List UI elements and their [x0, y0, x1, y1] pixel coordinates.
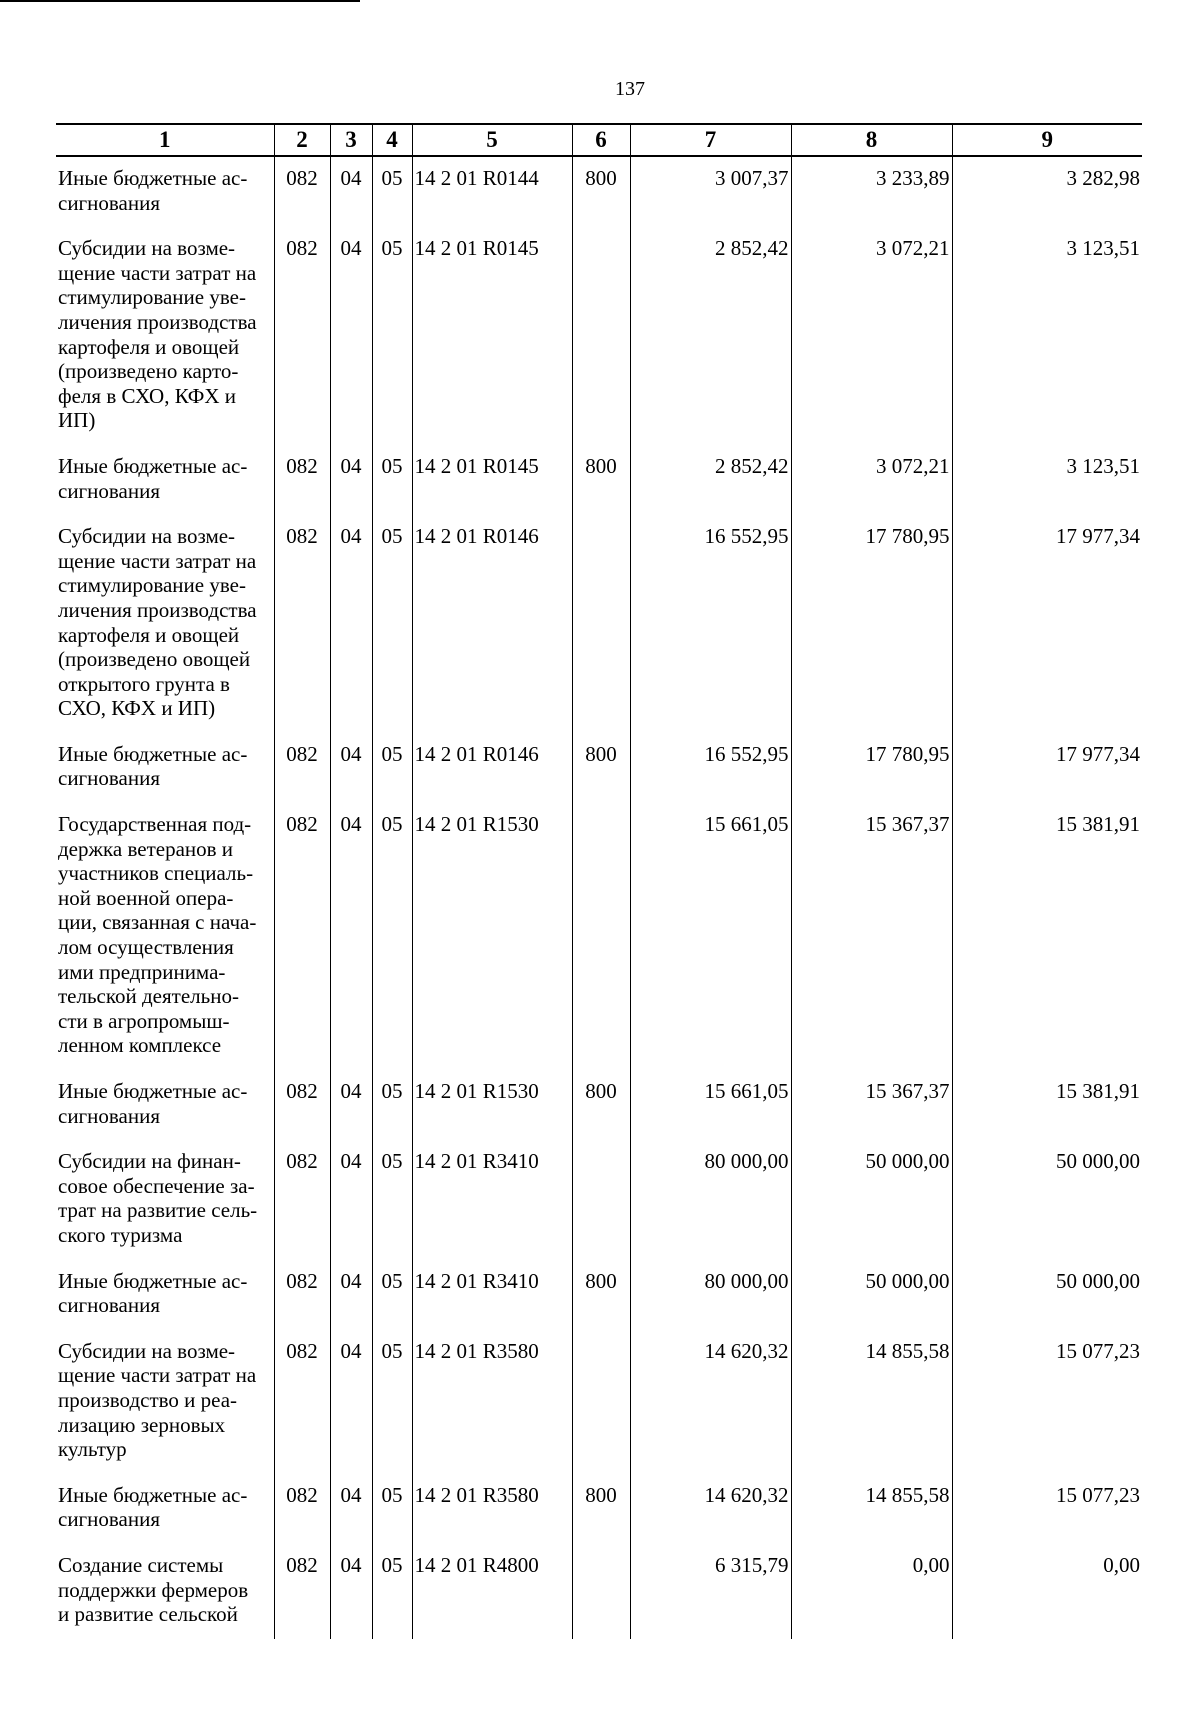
ministry-code: 082	[274, 1544, 330, 1639]
column-header-amount-year-3: 9	[952, 124, 1142, 156]
section-code: 04	[330, 515, 372, 733]
target-article-code: 14 2 01 R1530	[412, 1070, 572, 1140]
subsection-code: 05	[372, 1070, 412, 1140]
row-name: Государственная под- держка ветеранов и участников специаль- ной военной опера- ции, связанная с нача- лом осуществления ими предпринима- тельской деятельно- сти в агропромыш- ленном комплексе	[56, 803, 274, 1070]
section-code: 04	[330, 1140, 372, 1259]
expense-type-code	[572, 227, 630, 445]
target-article-code: 14 2 01 R3410	[412, 1260, 572, 1330]
table-row	[56, 1070, 1142, 1140]
row-name: Иные бюджетные ас- сигнования	[56, 733, 274, 803]
amount-year-1: 15 661,05	[630, 1070, 791, 1140]
target-article-code: 14 2 01 R3580	[412, 1330, 572, 1474]
amount-year-1: 3 007,37	[630, 156, 791, 227]
row-name: Субсидии на возме- щение части затрат на стимулирование уве- личения производства картофеля и овощей (произведено карто- феля в СХО, КФХ и ИП)	[56, 227, 274, 445]
amount-year-2: 15 367,37	[791, 1070, 952, 1140]
amount-year-3: 3 123,51	[952, 227, 1142, 445]
row-name: Иные бюджетные ас- сигнования	[56, 1474, 274, 1544]
subsection-code: 05	[372, 1544, 412, 1639]
column-header-expense-type: 6	[572, 124, 630, 156]
table-row	[56, 1544, 1142, 1639]
amount-year-2: 14 855,58	[791, 1474, 952, 1544]
row-name: Иные бюджетные ас- сигнования	[56, 156, 274, 227]
subsection-code: 05	[372, 156, 412, 227]
amount-year-3: 15 077,23	[952, 1474, 1142, 1544]
ministry-code: 082	[274, 156, 330, 227]
top-rule	[0, 0, 360, 2]
expense-type-code: 800	[572, 156, 630, 227]
row-name: Иные бюджетные ас- сигнования	[56, 1260, 274, 1330]
ministry-code: 082	[274, 1070, 330, 1140]
table-row	[56, 803, 1142, 1070]
section-code: 04	[330, 1474, 372, 1544]
row-name: Иные бюджетные ас- сигнования	[56, 445, 274, 515]
amount-year-2: 17 780,95	[791, 733, 952, 803]
expense-type-code: 800	[572, 1260, 630, 1330]
amount-year-1: 16 552,95	[630, 733, 791, 803]
amount-year-2: 15 367,37	[791, 803, 952, 1070]
amount-year-1: 14 620,32	[630, 1474, 791, 1544]
ministry-code: 082	[274, 227, 330, 445]
target-article-code: 14 2 01 R0144	[412, 156, 572, 227]
subsection-code: 05	[372, 1330, 412, 1474]
subsection-code: 05	[372, 803, 412, 1070]
ministry-code: 082	[274, 803, 330, 1070]
ministry-code: 082	[274, 1330, 330, 1474]
target-article-code: 14 2 01 R0145	[412, 227, 572, 445]
section-code: 04	[330, 1260, 372, 1330]
amount-year-3: 50 000,00	[952, 1260, 1142, 1330]
column-header-target-article: 5	[412, 124, 572, 156]
budget-table	[56, 123, 1142, 1639]
target-article-code: 14 2 01 R4800	[412, 1544, 572, 1639]
amount-year-3: 17 977,34	[952, 515, 1142, 733]
table-row	[56, 156, 1142, 227]
section-code: 04	[330, 803, 372, 1070]
ministry-code: 082	[274, 1140, 330, 1259]
table-row	[56, 515, 1142, 733]
expense-type-code: 800	[572, 733, 630, 803]
column-header-subsection: 4	[372, 124, 412, 156]
expense-type-code	[572, 1544, 630, 1639]
expense-type-code: 800	[572, 1474, 630, 1544]
amount-year-3: 15 381,91	[952, 803, 1142, 1070]
amount-year-3: 50 000,00	[952, 1140, 1142, 1259]
header-row	[56, 124, 1142, 156]
amount-year-2: 3 072,21	[791, 445, 952, 515]
expense-type-code	[572, 515, 630, 733]
row-name: Субсидии на финан- совое обеспечение за- трат на развитие сель- ского туризма	[56, 1140, 274, 1259]
ministry-code: 082	[274, 515, 330, 733]
table-row	[56, 1330, 1142, 1474]
amount-year-2: 50 000,00	[791, 1140, 952, 1259]
ministry-code: 082	[274, 733, 330, 803]
row-name: Создание системы поддержки фермеров и развитие сельской	[56, 1544, 274, 1639]
target-article-code: 14 2 01 R3580	[412, 1474, 572, 1544]
column-header-section: 3	[330, 124, 372, 156]
section-code: 04	[330, 227, 372, 445]
table-body	[56, 156, 1142, 1639]
amount-year-3: 0,00	[952, 1544, 1142, 1639]
amount-year-3: 3 282,98	[952, 156, 1142, 227]
ministry-code: 082	[274, 445, 330, 515]
amount-year-3: 15 381,91	[952, 1070, 1142, 1140]
subsection-code: 05	[372, 445, 412, 515]
amount-year-1: 80 000,00	[630, 1260, 791, 1330]
target-article-code: 14 2 01 R1530	[412, 803, 572, 1070]
column-header-ministry: 2	[274, 124, 330, 156]
column-header-name: 1	[56, 124, 274, 156]
amount-year-1: 6 315,79	[630, 1544, 791, 1639]
expense-type-code	[572, 1140, 630, 1259]
section-code: 04	[330, 445, 372, 515]
target-article-code: 14 2 01 R0145	[412, 445, 572, 515]
ministry-code: 082	[274, 1474, 330, 1544]
target-article-code: 14 2 01 R0146	[412, 733, 572, 803]
table-row	[56, 733, 1142, 803]
table-row	[56, 227, 1142, 445]
section-code: 04	[330, 156, 372, 227]
expense-type-code: 800	[572, 1070, 630, 1140]
amount-year-3: 15 077,23	[952, 1330, 1142, 1474]
expense-type-code	[572, 803, 630, 1070]
amount-year-1: 80 000,00	[630, 1140, 791, 1259]
page-number: 137	[615, 78, 645, 100]
amount-year-3: 3 123,51	[952, 445, 1142, 515]
column-header-amount-year-2: 8	[791, 124, 952, 156]
row-name: Субсидии на возме- щение части затрат на стимулирование уве- личения производства картофеля и овощей (произведено овощей открытого грунта в СХО, КФХ и ИП)	[56, 515, 274, 733]
amount-year-3: 17 977,34	[952, 733, 1142, 803]
section-code: 04	[330, 733, 372, 803]
table-header	[56, 124, 1142, 156]
subsection-code: 05	[372, 227, 412, 445]
row-name: Субсидии на возме- щение части затрат на производство и реа- лизацию зерновых культур	[56, 1330, 274, 1474]
amount-year-2: 17 780,95	[791, 515, 952, 733]
subsection-code: 05	[372, 1474, 412, 1544]
table-row	[56, 445, 1142, 515]
table-row	[56, 1474, 1142, 1544]
table-row	[56, 1140, 1142, 1259]
amount-year-2: 3 072,21	[791, 227, 952, 445]
amount-year-1: 2 852,42	[630, 227, 791, 445]
subsection-code: 05	[372, 733, 412, 803]
section-code: 04	[330, 1330, 372, 1474]
amount-year-1: 2 852,42	[630, 445, 791, 515]
row-name: Иные бюджетные ас- сигнования	[56, 1070, 274, 1140]
target-article-code: 14 2 01 R0146	[412, 515, 572, 733]
subsection-code: 05	[372, 515, 412, 733]
amount-year-1: 15 661,05	[630, 803, 791, 1070]
subsection-code: 05	[372, 1260, 412, 1330]
subsection-code: 05	[372, 1140, 412, 1259]
section-code: 04	[330, 1544, 372, 1639]
expense-type-code: 800	[572, 445, 630, 515]
target-article-code: 14 2 01 R3410	[412, 1140, 572, 1259]
amount-year-1: 14 620,32	[630, 1330, 791, 1474]
amount-year-2: 0,00	[791, 1544, 952, 1639]
amount-year-2: 50 000,00	[791, 1260, 952, 1330]
column-header-amount-year-1: 7	[630, 124, 791, 156]
table-row	[56, 1260, 1142, 1330]
expense-type-code	[572, 1330, 630, 1474]
ministry-code: 082	[274, 1260, 330, 1330]
amount-year-1: 16 552,95	[630, 515, 791, 733]
amount-year-2: 14 855,58	[791, 1330, 952, 1474]
amount-year-2: 3 233,89	[791, 156, 952, 227]
section-code: 04	[330, 1070, 372, 1140]
